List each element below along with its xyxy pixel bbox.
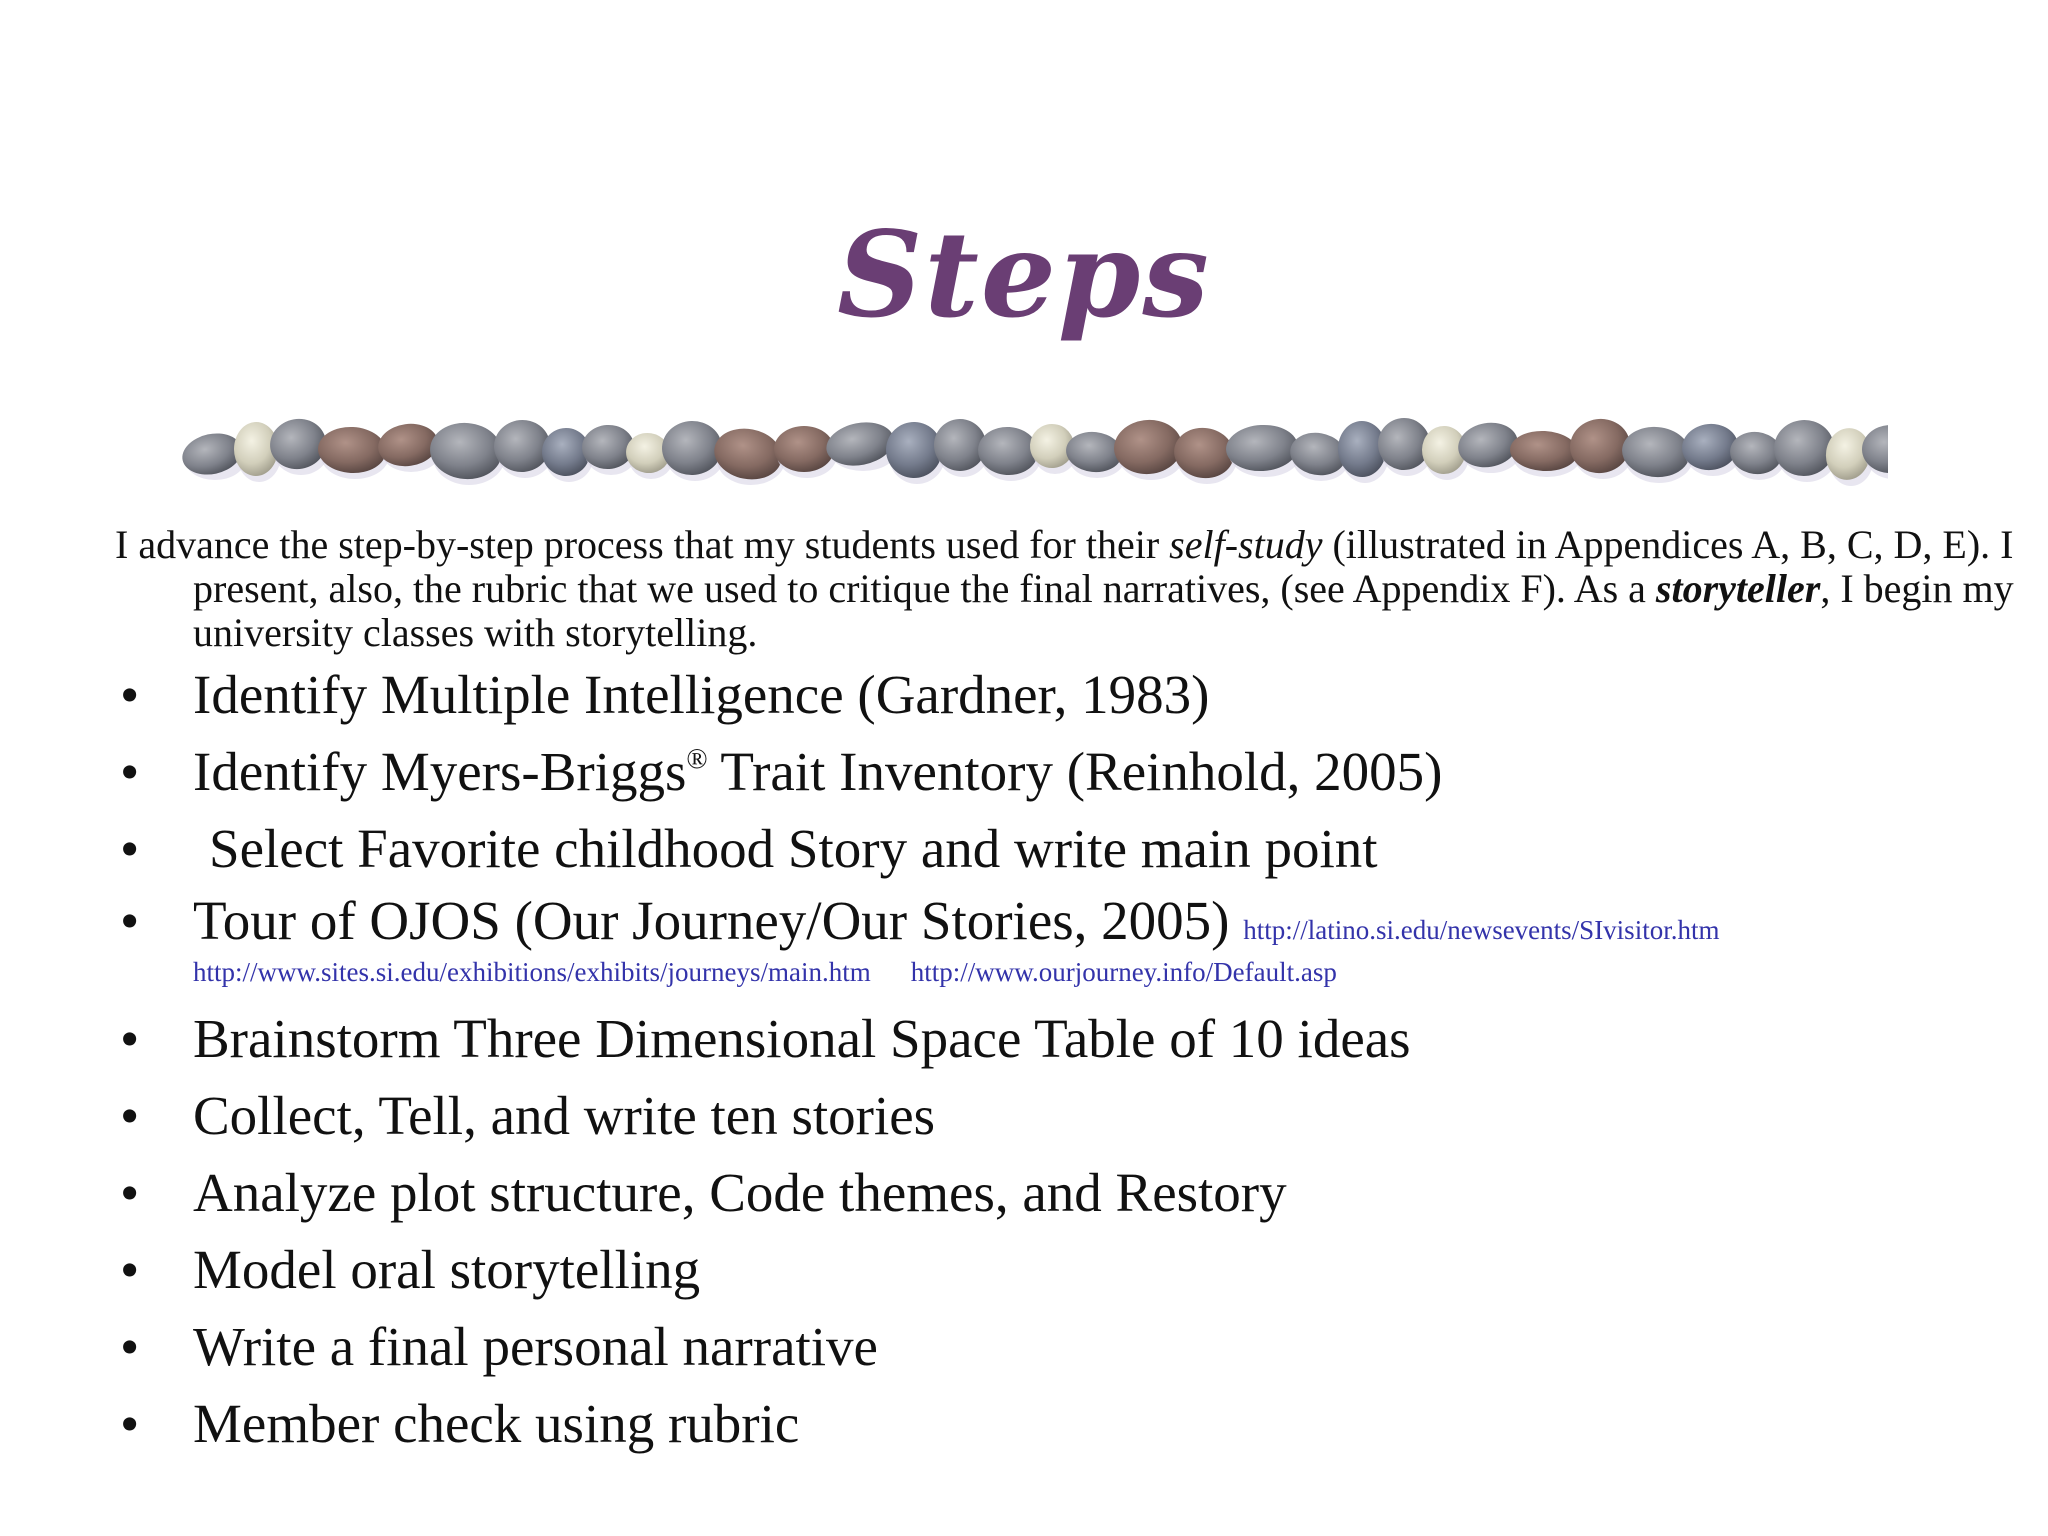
step-text: Model oral storytelling	[193, 1239, 701, 1300]
intro-paragraph	[115, 523, 2048, 655]
bullet-icon: •	[120, 1162, 140, 1223]
intro-text-1: I advance the step-by-step process that my students used for their	[115, 522, 1170, 567]
bullet-icon: •	[120, 818, 140, 879]
bullet-icon: •	[120, 1008, 140, 1069]
list-item	[115, 890, 1995, 989]
intro-storyteller: storyteller	[1655, 566, 1821, 611]
step-text-after: Trait Inventory (Reinhold, 2005)	[707, 741, 1443, 802]
bullet-icon: •	[120, 664, 140, 725]
step-text: Analyze plot structure, Code themes, and Restory	[193, 1162, 1287, 1223]
list-item	[115, 1084, 1995, 1148]
intro-text-3: , I begin my university classes with storytelling.	[193, 566, 2014, 655]
bullet-icon: •	[120, 1085, 140, 1146]
step-text: Tour of OJOS (Our Journey/Our Stories, 2005)	[193, 890, 1230, 951]
list-item	[115, 817, 1995, 881]
list-item	[115, 1238, 1995, 1302]
steps-list	[115, 663, 1995, 1469]
registered-mark: ®	[686, 744, 708, 775]
step-text: Identify Multiple Intelligence (Gardner, 1983)	[193, 664, 1210, 725]
list-item	[115, 1392, 1995, 1456]
list-item	[115, 1161, 1995, 1225]
bullet-icon: •	[120, 890, 140, 951]
step-text: Collect, Tell, and write ten stories	[193, 1085, 936, 1146]
stone-divider-image	[168, 396, 1888, 490]
bullet-icon: •	[120, 741, 140, 802]
stone	[774, 426, 834, 472]
intro-text-2: (illustrated in Appendices A, B, C, D, E). I present, also, the rubric that we used to critique the final narratives, (see Appendix F). As a	[193, 522, 2014, 611]
slide-title: Steps	[837, 205, 1211, 344]
list-item	[115, 1315, 1995, 1379]
link-ourjourney[interactable]: http://www.ourjourney.info/Default.asp	[910, 957, 1337, 987]
step-text: Member check using rubric	[193, 1393, 800, 1454]
bullet-icon: •	[120, 1316, 140, 1377]
step-text-before: Identify Myers-Briggs	[193, 741, 687, 802]
step-text: Brainstorm Three Dimensional Space Table of 10 ideas	[193, 1008, 1411, 1069]
step-text: Write a final personal narrative	[193, 1316, 878, 1377]
list-item	[115, 663, 1995, 727]
link-sites-si-journeys[interactable]: http://www.sites.si.edu/exhibitions/exhibits/journeys/main.htm	[193, 957, 871, 987]
link-latino-si[interactable]: http://latino.si.edu/newsevents/SIvisitor.htm	[1243, 915, 1720, 945]
intro-self-study: self-study	[1169, 522, 1323, 567]
list-item	[115, 740, 1995, 804]
list-item	[115, 1007, 1995, 1071]
links-row	[193, 946, 1995, 989]
bullet-icon: •	[120, 1393, 140, 1454]
step-text	[193, 741, 1443, 802]
bullet-icon: •	[120, 1239, 140, 1300]
step-text: Select Favorite childhood Story and write main point	[209, 818, 1378, 879]
